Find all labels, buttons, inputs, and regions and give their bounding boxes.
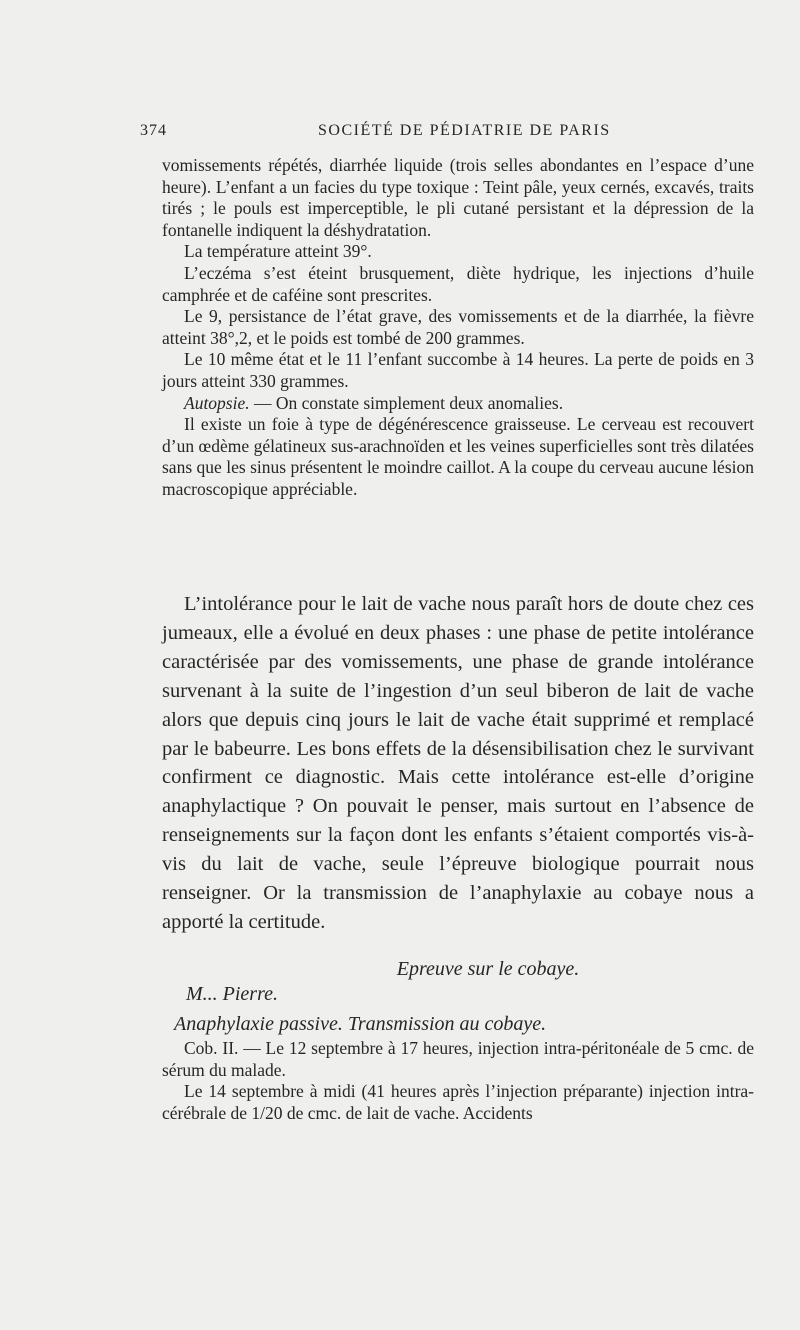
autopsy-text: — On constate simplement deux anomalies. [249,392,564,413]
autopsy-label: Autopsie. [184,392,250,413]
paragraph: L’intolérance pour le lait de vache nous paraît hors de doute chez ces jumeaux, elle a évolué en deux phases : une phase de petite intolérance caractérisée par des vomissements, une phase de grande intolérance survenant à la suite de l’ingestion d’un seul biberon de lait de vache alors que depuis cinq jours le lait de vache était supprimé et remplacé par le babeurre. Les bons effets de la désensibilisation chez le survivant confirment ce diagnostic. Mais cette intolérance est-elle d’origine anaphylactique ? On pouvait le penser, mais surtout en l’absence de renseignements sur la façon dont les enfants s’étaient comportés vis-à-vis du lait de vache, seule l’épreuve biologique pourrait nous renseigner. Or la transmission de l’anaphylaxie au cobaye nous a apporté la certitude. [162,593,754,933]
paragraph: La température atteint 39°. [184,241,372,262]
paragraph: Il existe un foie à type de dégénérescence graisseuse. Le cerveau est recouvert d’un œdème gélatineux sus-arachnoïden et les veines superficielles sont très dilatées sans que les sinus présentent le moindre caillot. A la coupe du cerveau aucune lésion macroscopique appréciable. [162,414,754,499]
subject-name: M... Pierre. [186,983,279,1005]
paragraph: L’eczéma s’est éteint brusquement, diète hydrique, les injections d’huile camphrée et de caféine sont prescrites. [162,262,754,305]
page-number: 374 [140,122,167,139]
paragraph: Le 14 septembre à midi (41 heures après l’injection préparante) injection intra-cérébrale de 1/20 de cmc. de lait de vache. Accidents [162,1081,754,1123]
paragraph [162,393,754,415]
paragraph: Cob. II. — Le 12 septembre à 17 heures, injection intra-péritonéale de 5 cmc. de sérum du malade. [162,1038,754,1080]
running-title: SOCIÉTÉ DE PÉDIATRIE DE PARIS [318,122,611,139]
paragraph: vomissements répétés, diarrhée liquide (trois selles abondantes en l’espace d’une heure). L’enfant a un facies du type toxique : Teint pâle, yeux cernés, excavés, traits tirés ; le pouls est imperceptible, le pli cutané persistant et la dépression de la fontanelle indiquent la déshydratation. [162,155,754,240]
experiment-text [162,1038,754,1124]
paragraph: Le 10 même état et le 11 l’enfant succombe à 14 heures. La perte de poids en 3 jours atteint 330 grammes. [162,349,754,391]
section-title: Epreuve sur le cobaye. [396,958,580,980]
paragraph: Le 9, persistance de l’état grave, des vomissements et de la diarrhée, la fièvre atteint 38°,2, et le poids est tombé de 200 grammes. [162,306,754,348]
section-subtitle: Anaphylaxie passive. Transmission au cobaye. [174,1013,547,1035]
discussion-text [162,590,754,937]
case-report-text [162,155,754,501]
